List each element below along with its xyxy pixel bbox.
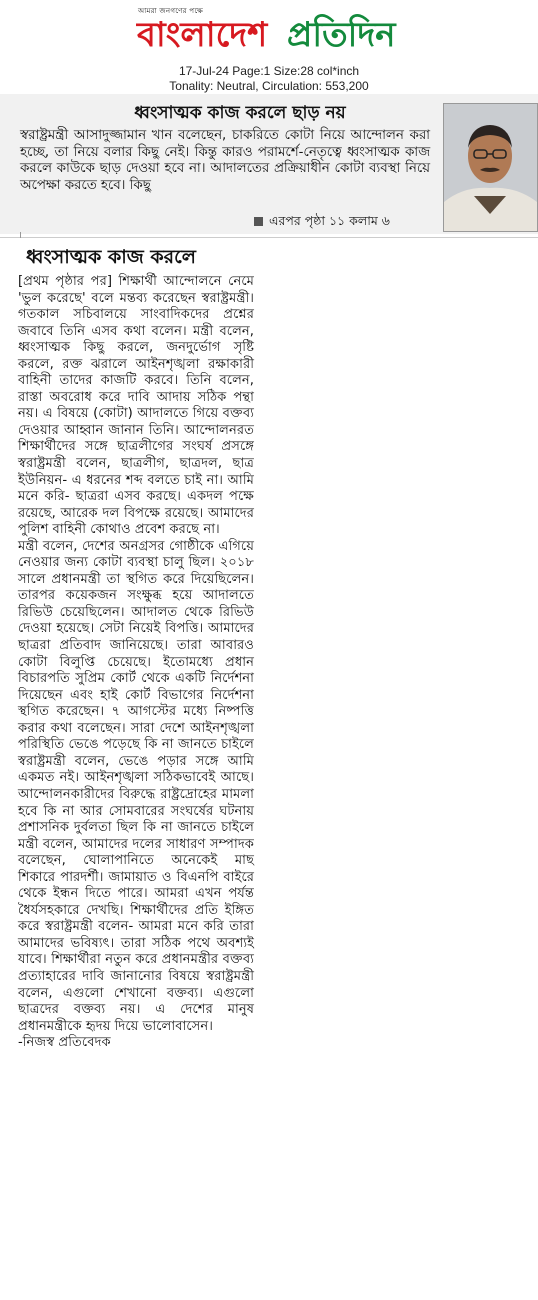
continuation-article <box>18 244 254 1052</box>
jump-text: এরপর পৃষ্ঠা ১১ কলাম ৬ <box>269 213 390 228</box>
section-divider <box>0 237 538 238</box>
byline: -নিজস্ব প্রতিবেদক <box>18 1035 111 1051</box>
logo-word-red: বাংলাদেশ <box>137 15 268 55</box>
continuation-headline: ধ্বংসাত্মক কাজ করলে <box>26 246 196 268</box>
front-body-text: স্বরাষ্ট্রমন্ত্রী আসাদুজ্জামান খান বলেছেন, চাকরিতে কোটা নিয়ে আন্দোলন করা হচ্ছে, তা নিয়ে বলার কিছু নেই। কিন্তু কারও পরামর্শে-নেতৃত্বে ধ্বংসাত্মক কাজ করলে কাউকে ছাড় দেওয়া হবে না। আদালতের প্রক্রিয়াধীন কোটা ব্যবস্থা নিয়ে অপেক্ষা করতে হবে। কিছু <box>20 128 430 193</box>
article-paragraph: [প্রথম পৃষ্ঠার পর] শিক্ষার্থী আন্দোলনে নেমে 'ভুল করেছে' বলে মন্তব্য করেছেন স্বরাষ্ট্রমন্ত্রী। গতকাল সচিবালয়ে সাংবাদিকদের প্রশ্নের জবাবে তিনি এসব কথা বলেন। মন্ত্রী বলেন, ধ্বংসাত্মক কিছু করলে, জনদুর্ভোগ সৃষ্টি করলে, রক্ত ঝরালে আইনশৃঙ্খলা রক্ষাকারী বাহিনী তাদের কাজটি করবে। তিনি বলেন, রাস্তা অবরোধ করে দাবি আদায় সঠিক পন্থা নয়। এ বিষয়ে (কোটা) আদালতে গিয়ে বক্তব্য দেওয়ার আহ্বান জানান তিনি। আন্দোলনরত শিক্ষার্থীদের সঙ্গে ছাত্রলীগের সংঘর্ষ প্রসঙ্গে স্বরাষ্ট্রমন্ত্রী বলেন, ছাত্রলীগ, ছাত্রদল, ছাত্র ইউনিয়ন- এ ধরনের শব্দ বলতে চাই না। আমি মনে করি- ছাত্ররা এসব করছে। একদল পক্ষে রয়েছে, আরেক দল বিপক্ষে রয়েছে। আমাদের পুলিশ বাহিনী কোথাও প্রবেশ করছে না। <box>18 274 254 538</box>
clip-meta-tonality: Tonality: Neutral, Circulation: 553,200 <box>169 79 369 93</box>
continuation-body <box>18 274 254 1035</box>
portrait-image <box>444 104 537 231</box>
masthead-tagline: আমরা জনগণের পক্ষে <box>138 7 204 15</box>
jump-line <box>254 213 390 233</box>
column-marker <box>20 232 21 238</box>
clip-meta-date-size: 17-Jul-24 Page:1 Size:28 col*inch <box>178 64 360 78</box>
front-headline: ধ্বংসাত্মক কাজ করলে ছাড় নয় <box>134 103 346 123</box>
masthead <box>0 0 538 62</box>
minister-photo <box>443 103 538 232</box>
newspaper-logo <box>137 12 407 58</box>
logo-word-green: প্রতিদিন <box>287 15 396 55</box>
square-bullet-icon <box>254 217 263 226</box>
article-paragraph: মন্ত্রী বলেন, দেশের অনগ্রসর গোষ্ঠীকে এগিয়ে নেওয়ার জন্য কোটা ব্যবস্থা চালু ছিল। ২০১৮ সালে প্রধানমন্ত্রী তা স্থগিত করে দিয়েছিলেন। তারপর কয়েকজন সংক্ষুব্ধ হয়ে আদালতে রিভিউ চেয়েছিলেন। আদালত থেকে রিভিউ দেওয়া হয়েছে। সেটা নিয়েই বিপত্তি। আমাদের ছাত্ররা প্রতিবাদ জানিয়েছে। তারা আবারও কোটা বিলুপ্তি চেয়েছে। ইতোমধ্যে প্রধান বিচারপতি সুপ্রিম কোর্ট থেকে একটি নির্দেশনা দিয়েছেন এবং হাই কোর্ট বিভাগের নির্দেশনা স্থগিত করেছেন। ৭ আগস্টের মধ্যে নিষ্পত্তি করার কথা বলেছেন। সারা দেশে আইনশৃঙ্খলা পরিস্থিতি ভেঙে পড়েছে কি না জানতে চাইলে স্বরাষ্ট্রমন্ত্রী বলেন, ভেঙে পড়ার সঙ্গে আমি একমত নই। আইনশৃঙ্খলা সঠিকভাবেই আছে। আন্দোলনকারীদের বিরুদ্ধে রাষ্ট্রদ্রোহের মামলা হবে কি না আর সোমবারের সংঘর্ষের ঘটনায় প্রশাসনিক দুর্বলতা ছিল কি না জানতে চাইলে মন্ত্রী বলেন, আমাদের দলের সাধারণ সম্পাদক বলেছেন, ঘোলাপানিতে অনেকেই মাছ শিকারে পারদর্শী। জামায়াত ও বিএনপি বাইরে থেকে ইন্ধন দিতে পারে। আমরা এখন পর্যন্ত ধৈর্যসহকারে দেখছি। শিক্ষার্থীদের প্রতি ইঙ্গিত করে স্বরাষ্ট্রমন্ত্রী বলেন- আমরা মনে করি তারা আমাদের ভবিষ্যৎ। তারা সঠিক পথে অবশ্যই যাবে। শিক্ষার্থীরা নতুন করে প্রধানমন্ত্রীর বক্তব্য প্রত্যাহারের দাবি জানানোর বিষয়ে স্বরাষ্ট্রমন্ত্রী বলেন, এগুলো শেখানো বক্তব্য। এগুলো ছাত্রদের বক্তব্য নয়। এ দেশের মানুষ প্রধানমন্ত্রীকে হৃদয় দিয়ে ভালোবাসেন। <box>18 538 254 1034</box>
